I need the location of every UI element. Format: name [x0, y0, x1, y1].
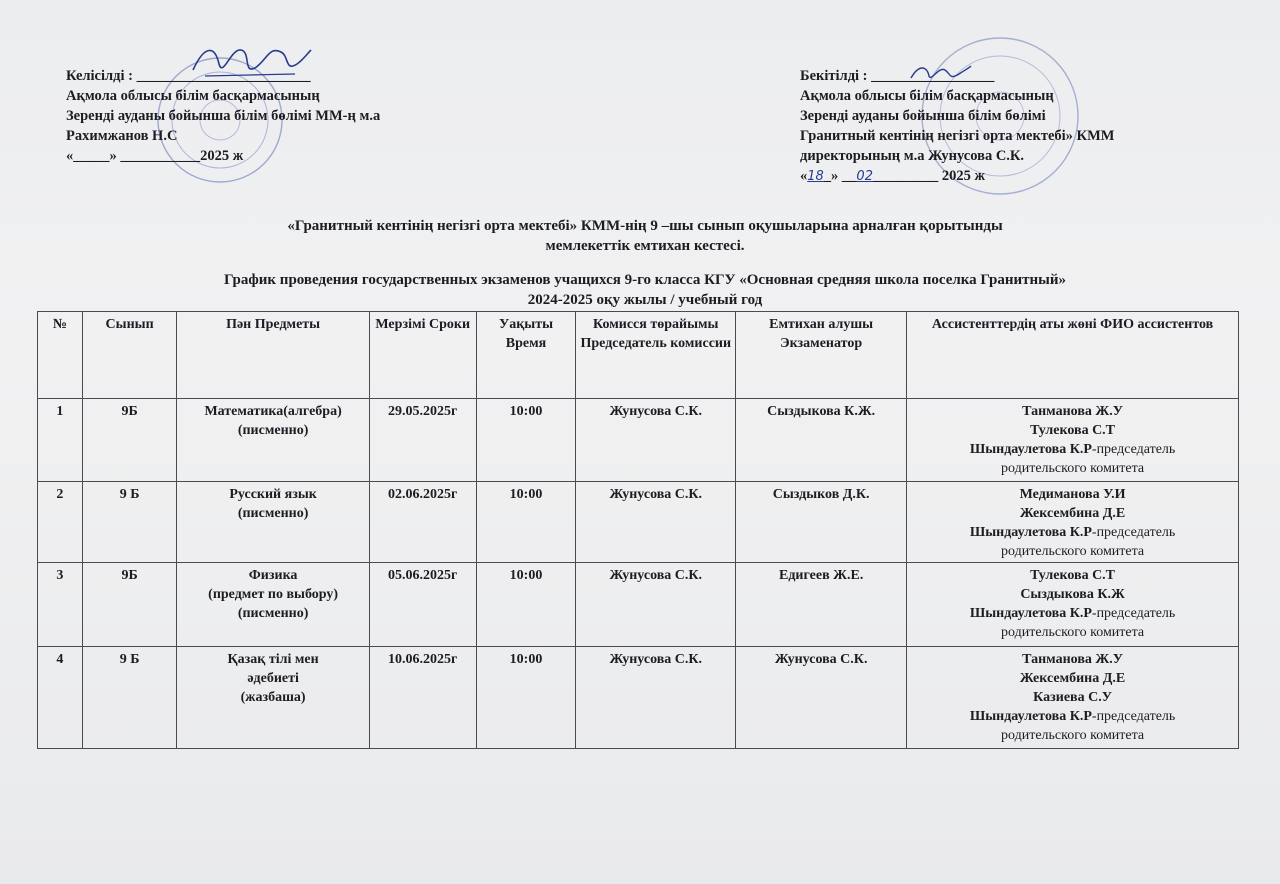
header-examiner [736, 312, 907, 399]
header-chair-ru1: Председатель [580, 336, 667, 351]
cell-chair: Жунусова С.К. [576, 647, 736, 749]
header-time-kz: Уақыты [498, 317, 554, 332]
approval-left-signer: Рахимжанов Н.С [66, 128, 178, 144]
approval-right-line3: Гранитный кентінің негізгі орта мектебі» КММ [800, 128, 1115, 144]
assistant-name: Казиева С.У [1033, 690, 1112, 705]
header-chair-kz1: Комисся [593, 317, 647, 332]
assistant-name: Тулекова С.Т [1030, 568, 1116, 583]
assistant-name: Сыздыкова К.Ж [1020, 587, 1125, 602]
cell-subject [177, 563, 369, 647]
cell-subject-line: (писменно) [237, 506, 309, 521]
assistant-name: Жексембина Д.Е [1019, 671, 1126, 686]
cell-date: 05.06.2025г [369, 563, 476, 647]
header-date-kz: Мерзімі [375, 317, 426, 332]
approval-left-date-blank: «_____» ___________ [66, 148, 201, 164]
cell-examiner: Сыздыкова К.Ж. [736, 399, 907, 482]
cell-time: 10:00 [476, 647, 576, 749]
approval-left-line2: Зеренді ауданы бойынша білім бөлімі ММ-ң м.а [66, 108, 381, 124]
cell-examiner: Сыздыков Д.К. [736, 482, 907, 563]
assistant-role: -председатель [1091, 709, 1176, 724]
cell-class: 9 Б [82, 482, 177, 563]
header-assistants-ru: ФИО ассистентов [1100, 317, 1214, 332]
assistant-role: -председатель [1091, 606, 1176, 621]
assistant-name: Медиманова У.И [1019, 487, 1126, 502]
cell-subject-line: (жазбаша) [240, 690, 306, 705]
header-chair-ru2: комиссии [670, 336, 732, 351]
cell-class: 9Б [82, 399, 177, 482]
approval-left [66, 66, 526, 166]
header-assistants-kz: Ассистенттердің аты жөні [931, 317, 1097, 332]
title-ru-line2: 2024-2025 оқу жылы / учебный год [527, 292, 763, 308]
assistant-role: -председатель [1091, 442, 1176, 457]
header-examiner-kz: Емтихан алушы [769, 317, 874, 332]
header-subject [177, 312, 369, 399]
assistant-name: Танманова Ж.У [1022, 652, 1124, 667]
assistant-role-cont: родительского комитета [1001, 625, 1145, 640]
approval-right-line2: Зеренді ауданы бойынша білім бөлімі [800, 108, 1046, 124]
table-row [38, 563, 1239, 647]
assistant-name: Тулекова С.Т [1030, 423, 1116, 438]
cell-no: 3 [38, 563, 83, 647]
approval-right-day: 18 [807, 169, 824, 184]
table-row [38, 647, 1239, 749]
assistant-name: Танманова Ж.У [1022, 404, 1124, 419]
header-date [369, 312, 476, 399]
approval-right-month: 02 [856, 169, 873, 184]
header-chair-kz2: төрайымы [650, 317, 719, 332]
assistant-name: Жексембина Д.Е [1019, 506, 1126, 521]
cell-no: 1 [38, 399, 83, 482]
cell-subject-line: Қазақ тілі мен [227, 652, 319, 667]
approval-right-label: Бекітілді : [800, 68, 868, 84]
assistant-role-cont: родительского комитета [1001, 461, 1145, 476]
cell-chair: Жунусова С.К. [576, 399, 736, 482]
approval-left-label-line: Келісілді : ________________________ [66, 68, 311, 84]
cell-assistants [907, 647, 1239, 749]
cell-subject-line: (предмет по выбору) [208, 587, 339, 602]
assistant-role-cont: родительского комитета [1001, 728, 1145, 743]
cell-subject [177, 482, 369, 563]
approval-right-label-line: Бекітілді : _________________ [800, 68, 995, 84]
assistant-name: Шындаулетова К.Р [969, 709, 1092, 724]
header-assistants [907, 312, 1239, 399]
cell-no: 2 [38, 482, 83, 563]
title-kz-line2: мемлекеттік емтихан кестесі. [545, 238, 745, 254]
cell-time: 10:00 [476, 399, 576, 482]
table-row [38, 399, 1239, 482]
approval-right-line4: директорының м.а Жунусова С.К. [800, 148, 1025, 164]
header-time [476, 312, 576, 399]
cell-subject-line: Математика(алгебра) [204, 404, 342, 419]
approval-right-line1: Ақмола облысы білім басқармасының [800, 88, 1054, 104]
assistant-chair-line [910, 707, 1235, 726]
table-row [38, 482, 1239, 563]
title-ru-line1: График проведения государственных экзаменов учащихся 9-го класса КГУ «Основная средняя школа поселка Гранитный» [223, 272, 1067, 288]
exam-schedule-table [37, 311, 1239, 749]
cell-subject-line: Русский язык [229, 487, 317, 502]
header-time-ru: Время [505, 336, 547, 351]
assistant-chair-line [910, 440, 1235, 459]
approval-right [800, 66, 1230, 187]
approval-left-year: 2025 ж [200, 148, 244, 164]
cell-subject-line: әдебиеті [247, 671, 299, 686]
document-titles [60, 216, 1230, 310]
approval-left-label: Келісілді : [66, 68, 133, 84]
title-kz-line1: «Гранитный кентінің негізгі орта мектебі» КММ-нің 9 –шы сынып оқушыларына арналған қорытынды [287, 218, 1003, 234]
assistant-name: Шындаулетова К.Р [969, 442, 1092, 457]
cell-date: 29.05.2025г [369, 399, 476, 482]
cell-time: 10:00 [476, 482, 576, 563]
approval-right-date: «18_» __02_________ 2025 ж [800, 168, 985, 184]
cell-examiner: Жунусова С.К. [736, 647, 907, 749]
assistant-role: -председатель [1091, 525, 1176, 540]
assistant-name: Шындаулетова К.Р [969, 525, 1092, 540]
cell-chair: Жунусова С.К. [576, 482, 736, 563]
cell-assistants [907, 563, 1239, 647]
assistant-chair-line [910, 523, 1235, 542]
cell-subject [177, 399, 369, 482]
header-subject-kz: Пән [226, 317, 252, 332]
assistant-name: Шындаулетова К.Р [969, 606, 1092, 621]
header-no: № [38, 312, 83, 399]
assistant-role-cont: родительского комитета [1001, 544, 1145, 559]
header-chair [576, 312, 736, 399]
cell-subject [177, 647, 369, 749]
cell-subject-line: (писменно) [237, 423, 309, 438]
cell-assistants [907, 399, 1239, 482]
cell-date: 10.06.2025г [369, 647, 476, 749]
cell-subject-line: Физика [248, 568, 298, 583]
cell-subject-line: (писменно) [237, 606, 309, 621]
cell-date: 02.06.2025г [369, 482, 476, 563]
cell-class: 9Б [82, 563, 177, 647]
approval-right-year: 2025 ж [941, 168, 985, 184]
cell-chair: Жунусова С.К. [576, 563, 736, 647]
cell-examiner: Едигеев Ж.Е. [736, 563, 907, 647]
header-class: Сынып [82, 312, 177, 399]
table-header-row [38, 312, 1239, 399]
assistant-chair-line [910, 604, 1235, 623]
approval-left-line1: Ақмола облысы білім басқармасының [66, 88, 320, 104]
header-subject-ru: Предметы [254, 317, 321, 332]
cell-assistants [907, 482, 1239, 563]
header-examiner-ru: Экзаменатор [780, 336, 863, 351]
cell-class: 9 Б [82, 647, 177, 749]
approval-left-date [66, 146, 526, 166]
header-date-ru: Сроки [429, 317, 471, 332]
cell-time: 10:00 [476, 563, 576, 647]
cell-no: 4 [38, 647, 83, 749]
